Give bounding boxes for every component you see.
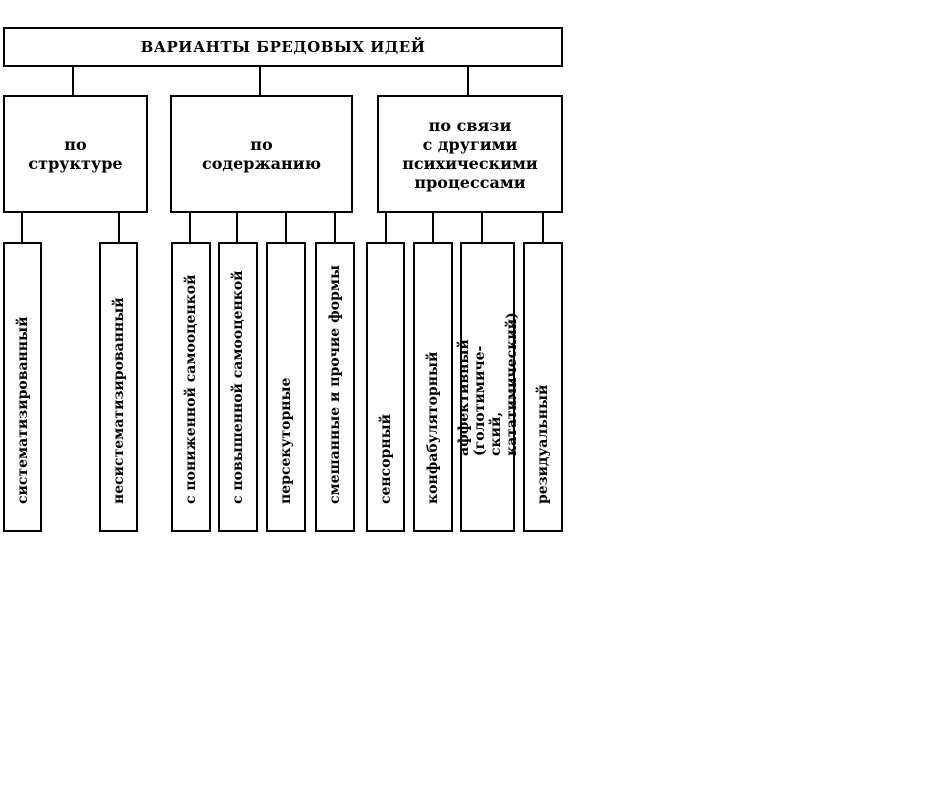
connector <box>285 211 287 244</box>
connector <box>259 66 261 97</box>
leaf-label: персекуторные <box>278 377 294 504</box>
connector <box>21 211 23 244</box>
category-relation: по связи с другими психическими процессами <box>377 95 563 213</box>
connector <box>385 211 387 244</box>
connector <box>542 211 544 244</box>
connector <box>467 66 469 97</box>
leaf-label: резидуальный <box>535 384 551 504</box>
connector <box>236 211 238 244</box>
leaf-sensory <box>366 242 405 532</box>
leaf-label: сенсорный <box>377 414 394 504</box>
leaf-label: несистематизированный <box>110 297 127 504</box>
category-structure: по структуре <box>3 95 148 213</box>
leaf-affective <box>455 242 520 532</box>
leaf-label: смешанные и прочие формы <box>327 264 343 504</box>
leaf-high-self-esteem <box>218 242 258 532</box>
leaf-systematized <box>3 242 42 532</box>
connector <box>334 211 336 244</box>
connector <box>118 211 120 244</box>
leaf-unsystematized <box>99 242 138 532</box>
connector <box>72 66 74 97</box>
connector <box>432 211 434 244</box>
leaf-label: с повышенной самооценкой <box>230 270 246 504</box>
diagram-title: ВАРИАНТЫ БРЕДОВЫХ ИДЕЙ <box>3 27 563 67</box>
leaf-label: конфабуляторный <box>425 351 441 504</box>
leaf-low-self-esteem <box>171 242 211 532</box>
connector <box>481 211 483 244</box>
leaf-label: систематизированный <box>14 316 31 504</box>
leaf-confabulatory <box>413 242 453 532</box>
leaf-residual <box>523 242 563 532</box>
leaf-mixed-forms <box>315 242 355 532</box>
connector <box>189 211 191 244</box>
leaf-label: с пониженной самооценкой <box>183 274 199 504</box>
leaf-persecutory <box>266 242 306 532</box>
category-content: по содержанию <box>170 95 353 213</box>
leaf-label: аффективный (голотимиче- ский, кататимический) <box>455 312 520 456</box>
